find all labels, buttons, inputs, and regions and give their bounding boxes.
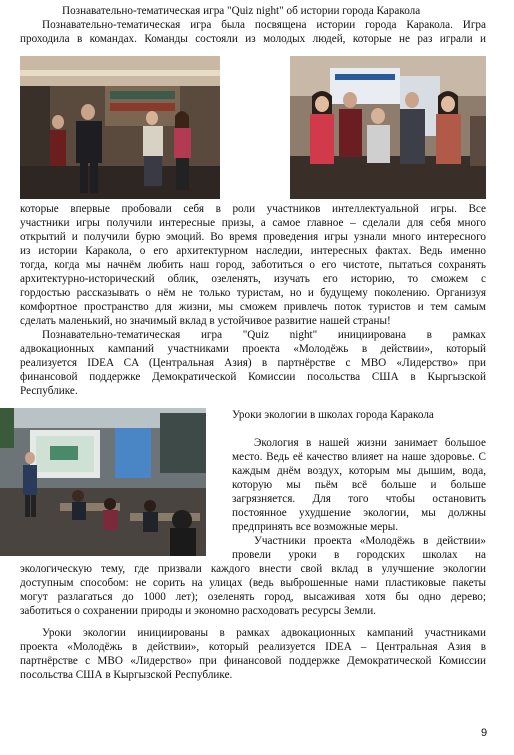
quiz-night-team-photo <box>290 56 486 199</box>
paragraph-line: каждым днём воздух, которым мы дышим, вода, <box>232 465 486 477</box>
paragraph-line: экологическую тему, где призвали каждого внести свой вклад в улучшение экологии <box>20 563 486 575</box>
paragraph-line: которые впервые пробовали себя в роли участников интеллектуальной игры. Все <box>20 203 486 215</box>
paragraph-line: Участники проекта «Молодёжь в действии» <box>254 535 486 547</box>
paragraph-line: Познавательно-тематическая игра "Quiz night" инициирована в рамках <box>42 329 486 341</box>
article-title-quiz-night: Познавательно-тематическая игра "Quiz night" об истории города Каракола <box>62 5 421 17</box>
paragraph-line: гордостью рассказывать о нём не только туристам, но и будущему поколению. Организуя <box>20 287 486 299</box>
paragraph-line: место. Ведь её качество влияет на наше здоровье. С <box>232 451 486 463</box>
paragraph-line: Уроки экологии инициированы в рамках адвокационных кампаний участниками <box>42 627 486 639</box>
paragraph-line: постоянное ухудшение экологии, мы должны <box>232 507 486 519</box>
article-title-ecology: Уроки экологии в школах города Каракола <box>232 409 434 421</box>
paragraph-line: могут разлагаться до 1000 лет); озеленять город, высаживая хотя бы одно дерево; <box>20 591 486 603</box>
paragraph-line: Экология в нашей жизни занимает большое <box>254 437 486 449</box>
paragraph-line: реализуется IDEA CA (Центральная Азия) в партнёрстве с МВО «Лидерство» при <box>20 357 486 369</box>
paragraph-line: партнёрстве с МВО «Лидерство» при финансовой поддержке Демократической Комиссии <box>20 655 486 667</box>
paragraph-line: Познавательно-тематическая игра была посвящена истории города Каракола. Игра <box>42 19 486 31</box>
page-number: 9 <box>481 727 488 739</box>
paragraph-line: открытий и получили бурю эмоций. Во время проведения игры узнали много интересного <box>20 231 486 243</box>
paragraph-line: предпринять все возможные меры. <box>232 521 399 533</box>
ecology-lesson-classroom-photo <box>0 408 206 556</box>
paragraph-line: финансовой поддержке Демократической Комиссии посольства США в Кыргызской <box>20 371 486 383</box>
paragraph-line: доступным способом: не сорить на улицах (ведь выброшенные нами пластиковые пакеты <box>20 577 486 589</box>
paragraph-line: проекта «Молодёжь в действии», который реализуется IDEA – Центральная Азия в <box>20 641 486 653</box>
paragraph-line: проходила в командах. Команды состояли из молодых людей, которые не раз играли и <box>20 33 486 45</box>
quiz-night-hosts-photo <box>20 56 220 199</box>
paragraph-line: заботиться о сохранении природы и экономно расходовать ресурсы Земли. <box>20 605 376 617</box>
paragraph-line: адвокационных кампаний участниками проекта «Молодёжь в действии», который <box>20 343 486 355</box>
paragraph-line: тогда, когда мы начнём любить наш город, заботиться о его чистоте, пытаться сохранять <box>20 259 486 271</box>
paragraph-line: Республике. <box>20 385 78 397</box>
paragraph-line: загрязняется. Для того чтобы остановить <box>232 493 486 505</box>
paragraph-line: сделать маленький, но значимый вклад в устойчивое развитие нашей страны! <box>20 315 391 327</box>
paragraph-line: участники игры получили интересные призы, а самое главное – сделали для себя много <box>20 217 486 229</box>
paragraph-line: из истории Каракола, о его архитектурном наследии, интересных фактах. Ведь именно <box>20 245 486 257</box>
paragraph-line: посольства США в Кыргызской Республике. <box>20 669 233 681</box>
paragraph-line: архитектурно-исторический облик, озеленять, изучать его историю, то сможем с <box>20 273 486 285</box>
paragraph-line: комфортное пространство для жизни, мы сможем привлечь поток туристов и тем самым <box>20 301 486 313</box>
paragraph-line: которую мы пьём всё больше и больше <box>232 479 486 491</box>
paragraph-line: провели уроки в городских школах на <box>232 549 486 561</box>
